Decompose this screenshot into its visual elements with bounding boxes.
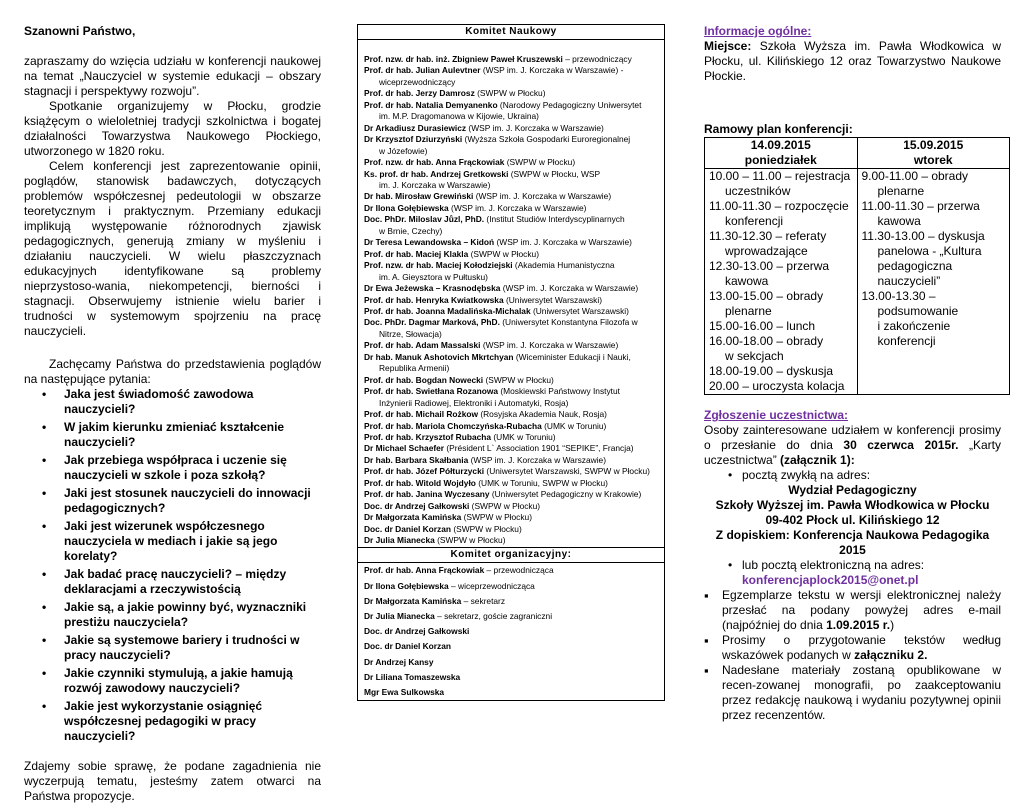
member-row [364,249,664,260]
member-row [364,639,664,654]
member-row [364,443,664,454]
member-affiliation: (WSP im. J. Korczaka w Warszawie) [480,340,619,351]
attachment-2-ref: załączniku 2. [854,648,928,662]
member-name: Doc. dr Daniel Korzan [364,523,452,534]
member-affiliation: (Akademia Humanistyczna [512,260,615,271]
schedule-detail: pedagogiczna [877,259,953,273]
address-line: 09-402 Płock ul. Kilińskiego 12 [765,513,940,527]
member-name: Prof. dr hab. Adam Massalski [364,340,481,351]
member-row [364,214,664,225]
member-row [364,88,664,99]
member-row [364,329,664,340]
member-row [364,157,664,168]
schedule-detail: plenarne [725,304,772,318]
question-item: • Jakie są systemowe bariery i trudności w pracy nauczycieli? [64,633,321,663]
member-row [364,203,664,214]
member-row [364,123,664,134]
member-affiliation: (WSP im. J. Korczaka w Warszawie) - [480,65,624,76]
day1-name: poniedziałek [744,153,817,167]
schedule-detail: panelowa - „Kultura [877,244,982,258]
attachment-1-ref: (załącznik 1): [780,453,855,467]
place-text: Szkoła Wyższa im. Pawła Włodkowica w Płocku, ul. Kilińskiego 12 oraz Towarzystwo Naukowe Płockie. [704,39,1001,83]
question-item: • Jaki jest stosunek nauczycieli do innowacji pedagogicznych? [64,486,321,516]
member-affiliation-cont: Nitrze, Słowacja) [379,328,442,339]
post-option: • pocztą zwykłą na adres: [704,468,1001,483]
day1-header [705,138,858,169]
schedule-item [858,289,1010,349]
member-name: Prof. dr hab. Michail Rożkow [364,409,479,420]
day1-schedule [705,169,858,395]
questions-intro: Zachęcamy Państwa do przedstawienia poglądów na następujące pytania: [24,357,321,386]
member-affiliation: (Rosyjska Akademia Nauk, Rosja) [478,409,607,420]
member-row [364,317,664,328]
email-link[interactable]: konferencjaplock2015@onet.pl [742,573,919,587]
member-row [364,226,664,237]
member-row [364,563,664,578]
member-name: Doc. dr Andrzej Gałkowski [364,500,470,511]
member-name: Dr Liliana Tomaszewska [364,671,461,682]
member-affiliation: (WSP im. J. Korczaka w Warszawie) [500,283,639,294]
member-affiliation: (Uniwersytet Warszawski) [530,305,629,316]
registration-deadline: 30 czerwca 2015r. [843,438,959,452]
location-paragraph: Spotkanie organizujemy w Płocku, grodzie książęcym o wieloletniej tradycji szkolnictwa i bogatej działalności Towarzystwa Naukowego Płockiego, utworzonego w 1820 roku. [24,99,321,158]
member-row [364,272,664,283]
schedule-item [705,319,857,334]
member-affiliation: (WSP im. J. Korczaka w Warszawie) [466,122,604,133]
member-row [364,65,664,76]
question-item: • Jak badać pracę nauczycieli? – między deklaracjami a rzeczywistością [64,567,321,597]
schedule-item [858,199,1010,229]
schedule-detail: i zakończenie [877,319,951,333]
place-paragraph [704,39,1001,84]
member-row [364,609,664,624]
member-name: Prof. dr hab. Jerzy Damrosz [364,88,475,99]
question-item: • Jakie jest wykorzystanie osiągnięć współczesnej pedagogiki w pracy nauczycieli? [64,699,321,744]
question-item: • Jaka jest świadomość zawodowa nauczycieli? [64,387,321,417]
member-name: Prof. nzw. dr hab. Anna Frąckowiak [364,157,505,168]
schedule-item [858,229,1010,289]
member-name: Prof. dr hab. Krzysztof Rubacha [364,431,492,442]
member-name: Dr Krzysztof Dziurzyński [364,134,463,145]
organizing-committee-list [358,563,664,700]
committees-box [357,24,665,701]
member-affiliation: – sekretarz [461,595,506,606]
formatting-note [704,633,1001,663]
member-affiliation: (Uniwersytet Konstantyna Filozofa w [499,317,638,328]
schedule-time: 9.00-11.00 – obrady [861,169,969,183]
member-affiliation: (Institut Studiów Interdyscyplinarnych [484,214,625,225]
submission-note [704,588,1001,633]
member-affiliation: (WSP im. J. Korczaka w Warszawie) [473,191,612,202]
registration-form-name: „Karty uczestnictwa” [704,438,1001,467]
schedule-time: 11.00-11.30 – rozpoczęcie [709,199,849,213]
address-line: Szkoły Wyższej im. Pawła Włodkowica w Płocku [715,498,990,512]
member-name: Prof. dr hab. Natalia Demyanenko [364,99,498,110]
member-row [364,260,664,271]
member-affiliation: (SWPW w Płocku) [469,500,541,511]
schedule-detail: w sekcjach [725,349,784,363]
member-affiliation: (UMK w Toruniu) [541,420,607,431]
member-affiliation-cont: Republika Armenii) [379,363,450,374]
committees-column [357,24,665,701]
member-row [364,512,664,523]
member-row [364,579,664,594]
schedule-time: 13.00-13.30 – [861,289,936,303]
member-affiliation: (SWPW w Płocku) [451,523,522,534]
member-affiliation-cont: wiceprzewodniczący [379,76,456,87]
schedule-detail: konferencji [877,334,936,348]
plan-title: Ramowy plan konferencji: [704,122,853,136]
member-name: Dr Małgorzata Kamińska [364,595,462,606]
schedule-item [705,334,857,364]
member-row [364,685,664,700]
member-name: Prof. dr hab. Janina Wyczesany [364,489,490,500]
schedule-detail: podsumowanie [877,304,959,318]
member-affiliation-cont: im. A. Gieysztora w Pułtusku) [379,271,488,282]
schedule-detail: nauczycieli” [877,274,941,288]
member-name: Dr Ewa Jeżewska – Krasnodębska [364,283,501,294]
member-row [364,670,664,685]
member-row [364,466,664,477]
member-row [364,363,664,374]
member-row [364,624,664,639]
member-affiliation: (SWPW w Płocku) [434,535,506,546]
email-option: • lub pocztą elektroniczną na adres: [704,558,1001,573]
schedule-item [705,259,857,289]
schedule-item [705,289,857,319]
schedule-time: 11.30-12.30 – referaty [709,229,827,243]
member-name: Dr Teresa Lewandowska – Kidoń [364,237,495,248]
registration-title: Zgłoszenie uczestnictwa: [704,408,849,422]
member-row [364,100,664,111]
member-affiliation: (SWPW w Płocku) [483,374,554,385]
member-affiliation: (WSP im. J. Korczaka w Warszawie) [494,237,632,248]
member-name: Dr hab. Manuk Ashotovich Mkrtchyan [364,351,514,362]
member-name: Prof. nzw. dr hab. Maciej Kołodziejski [364,260,513,271]
member-name: Dr Julia Mianecka [364,535,435,546]
member-row [364,386,664,397]
member-affiliation-cont: w Józefowie) [379,145,428,156]
member-row [364,501,664,512]
member-row [364,352,664,363]
member-name: Doc. PhDr. Miloslav Jůzl, PhD. [364,214,485,225]
member-affiliation: (Uniwersytet Warszawski) [503,294,602,305]
address-note: Z dopiskiem: Konferencja Naukowa Pedagogika 2015 [715,528,990,557]
member-affiliation-cont: im. J. Korczaka w Warszawie) [379,179,491,190]
member-affiliation: (Uniwersytet Pedagogiczny w Krakowie) [489,489,642,500]
schedule-time: 11.00-11.30 – przerwa [861,199,980,213]
member-affiliation: (SWPW w Płocku) [461,512,533,523]
member-row [364,398,664,409]
member-affiliation-cont: im. M.P. Dragomanowa w Kijowie, Ukraina) [379,111,539,122]
submission-close: ) [890,618,895,632]
schedule-time: 20.00 – uroczysta kolacja [709,379,845,393]
member-row [364,295,664,306]
member-row [364,191,664,202]
member-affiliation: (SWPW w Płocku) [474,88,546,99]
member-affiliation: (SWPW w Płocku) [504,157,576,168]
organizing-committee-title: Komitet organizacyjny: [358,547,664,563]
schedule-item [705,364,857,379]
question-item: • Jak przebiega współpraca i uczenie się nauczycieli w szkole i poza szkołą? [64,453,321,483]
schedule-time: 13.00-15.00 – obrady [709,289,824,303]
member-affiliation: (SWPW w Płocku) [468,248,539,259]
member-name: Dr Arkadiusz Durasiewicz [364,122,467,133]
member-affiliation: (Narodowy Pedagogiczny Uniwersytet [497,99,642,110]
member-row [364,283,664,294]
member-name: Prof. dr hab. Mariola Chomczyńska-Rubacha [364,420,542,431]
submission-deadline: 1.09.2015 r. [826,618,891,632]
invitation-column [24,0,321,804]
schedule-time: 18.00-19.00 – dyskusja [709,364,834,378]
member-name: Doc. PhDr. Dagmar Marková, PhD. [364,317,500,328]
member-name: Prof. dr hab. Swietłana Rozanowa [364,386,499,397]
question-item: • Jakie czynniki stymulują, a jakie hamują rozwój zawodowy nauczycieli? [64,666,321,696]
member-affiliation: (WSP im. J. Korczaka w Warszawie) [468,454,607,465]
member-name: Dr Małgorzata Kamińska [364,512,462,523]
member-row [364,409,664,420]
member-affiliation: (Wyższa Szkoła Gospodarki Euroregionalnej [462,134,631,145]
member-affiliation: – sekretarz, goście zagraniczni [434,611,553,622]
schedule-time: 16.00-18.00 – obrady [709,334,824,348]
questions-list [24,387,321,744]
member-row [364,306,664,317]
member-name: Prof. dr hab. Joanna Madalińska-Michalak [364,305,531,316]
member-name: Prof. dr hab. Maciej Klakla [364,248,469,259]
submission-text: Egzemplarze tekstu w wersji elektronicznej należy przesłać na podany powyżej adres e-mail (najpóźniej do dnia [722,588,1001,632]
schedule-detail: kawowa [725,274,769,288]
info-column [704,0,1001,723]
member-row [364,340,664,351]
schedule-detail: kawowa [877,214,921,228]
place-label: Miejsce: [704,39,752,53]
schedule-detail: uczestników [725,184,791,198]
schedule-item [705,199,857,229]
member-row [364,180,664,191]
member-row [364,146,664,157]
member-name: Dr Julia Mianecka [364,611,435,622]
member-row [364,478,664,489]
address-line: Wydział Pedagogiczny [788,483,917,497]
day2-schedule [857,169,1010,395]
schedule-table [704,137,1010,395]
registration-text: Osoby zainteresowane udziałem w konferencji prosimy o przesłanie do dnia [704,423,1001,452]
member-name: Mgr Ewa Sulkowska [364,686,445,697]
schedule-item [705,169,857,199]
member-row [364,489,664,500]
member-name: Prof. dr hab. Józef Półturzycki [364,466,485,477]
member-name: Dr Ilona Gołębiewska [364,580,449,591]
member-row [364,134,664,145]
member-affiliation: – przewodniczący [562,54,632,64]
schedule-detail: plenarne [877,184,925,198]
scientific-committee-title: Komitet Naukowy [358,25,664,40]
day2-name: wtorek [913,153,953,167]
member-name: Prof. dr hab. Bogdan Nowecki [364,374,484,385]
day2-header [857,138,1010,169]
member-row [364,111,664,122]
schedule-time: 11.30-13.00 – dyskusja [861,229,985,243]
scientific-committee-list [358,40,664,547]
member-row [364,455,664,466]
closing-paragraph: Zdajemy sobie sprawę, że podane zagadnienia nie wyczerpują tematu, jesteśmy zatem otwarci na Państwa propozycje. [24,759,321,803]
member-affiliation: (Président L` Association 1901 “SEPIKE”, Francja) [444,443,634,454]
intro-paragraph: zapraszamy do wzięcia udziału w konferencji naukowej na temat „Nauczyciel w systemie edukacji – obszary stagnacji i perspektywy rozwoju”. [24,54,321,98]
member-row [364,524,664,535]
member-affiliation: (UMK w Toruniu, SWPW w Płocku) [475,477,608,488]
member-affiliation: (Uniwersytet Warszawski, SWPW w Płocku) [484,466,650,477]
question-item: • Jaki jest wizerunek współczesnego nauczyciela w mediach i jakie są jego korelaty? [64,519,321,564]
question-item: • W jakim kierunku zmieniać kształcenie nauczycieli? [64,420,321,450]
member-affiliation: (SWPW w Płocku, WSP [508,168,601,179]
schedule-item [858,169,1010,199]
member-name: Prof. dr hab. Henryka Kwiatkowska [364,294,504,305]
day1-date: 14.09.2015 [750,138,811,152]
member-name: Dr Ilona Gołębiewska [364,202,449,213]
member-name: Dr hab. Mirosław Grewiński [364,191,474,202]
member-name: Dr Andrzej Kansy [364,656,434,667]
formatting-text: Prosimy o przygotowanie tekstów według wskazówek podanych w [722,633,1001,662]
schedule-detail: konferencji [725,214,784,228]
registration-paragraph [704,423,1001,468]
member-name: Doc. dr Andrzej Gałkowski [364,626,470,637]
schedule-time: 10.00 – 11.00 – rejestracja [709,169,851,183]
member-affiliation: – wiceprzewodnicząca [448,580,535,591]
member-row [364,421,664,432]
member-row [364,169,664,180]
schedule-detail: wprowadzające [725,244,808,258]
day2-date: 15.09.2015 [903,138,964,152]
member-affiliation-cont: Inżynierii Radiowej, Elektroniki i Automatyki, Rosja) [379,397,569,408]
member-row [364,54,664,65]
member-name: Prof. dr hab. Anna Frąckowiak [364,565,485,576]
schedule-item [705,379,857,394]
member-name: Prof. dr hab. Witold Wojdyło [364,477,476,488]
goal-paragraph: Celem konferencji jest zaprezentowanie opinii, poglądów, stanowisk badawczych, dotyczących problemów współczesnej pedeutologii w obszarze teoretycznym i praktycznym. Przemiany edukacji implikują występowanie różnorodnych zjawisk pedagogicznych, generują zmiany w myśleniu i działaniu nauczycieli. W wielu płaszczyznach edukacyjnych identyfikowane są problemy nieprzystoso-wania, niekompetencji, bierności i stagnacji. Obserwujemy istnienie wielu barier i trudności w systemowym spojrzeniu na pracę nauczycieli. [24,159,321,338]
member-affiliation: (Moskiewski Państwowy Instytut [498,386,620,397]
member-affiliation: – przewodnicząca [484,565,554,576]
schedule-time: 15.00-16.00 – lunch [709,319,816,333]
member-name: Dr Michael Schaefer [364,443,445,454]
general-info-title: Informacje ogólne: [704,24,812,38]
member-row [364,535,664,546]
publication-note: ▪ Nadesłane materiały zostaną opublikowane w recen-zowanej monografii, po zaakceptowaniu przez redakcję naukową i wydaniu pozytywnej opinii przez recenzentów. [704,663,1001,723]
member-affiliation: (WSP im. J. Korczaka w Warszawie) [448,202,587,213]
schedule-time: 12.30-13.00 – przerwa [709,259,830,273]
member-row [364,237,664,248]
member-affiliation-cont: w Brnie, Czechy) [379,225,443,236]
member-name: Prof. nzw. dr hab. inż. Zbigniew Paweł Kruszewski [364,54,563,64]
member-affiliation: (Wiceminister Edukacji i Nauki, [513,351,631,362]
member-name: Ks. prof. dr hab. Andrzej Gretkowski [364,168,509,179]
member-row [364,375,664,386]
question-item: • Jakie są, a jakie powinny być, wyznaczniki prestiżu nauczyciela? [64,600,321,630]
greeting: Szanowni Państwo, [24,24,136,38]
member-row [364,432,664,443]
member-name: Doc. dr Daniel Korzan [364,641,452,652]
member-row [364,594,664,609]
member-row [364,77,664,88]
member-name: Prof. dr hab. Julian Aulevtner [364,65,481,76]
member-affiliation: (UMK w Toruniu) [491,431,556,442]
member-name: Dr hab. Barbara Skałbania [364,454,469,465]
schedule-item [705,229,857,259]
member-row [364,655,664,670]
